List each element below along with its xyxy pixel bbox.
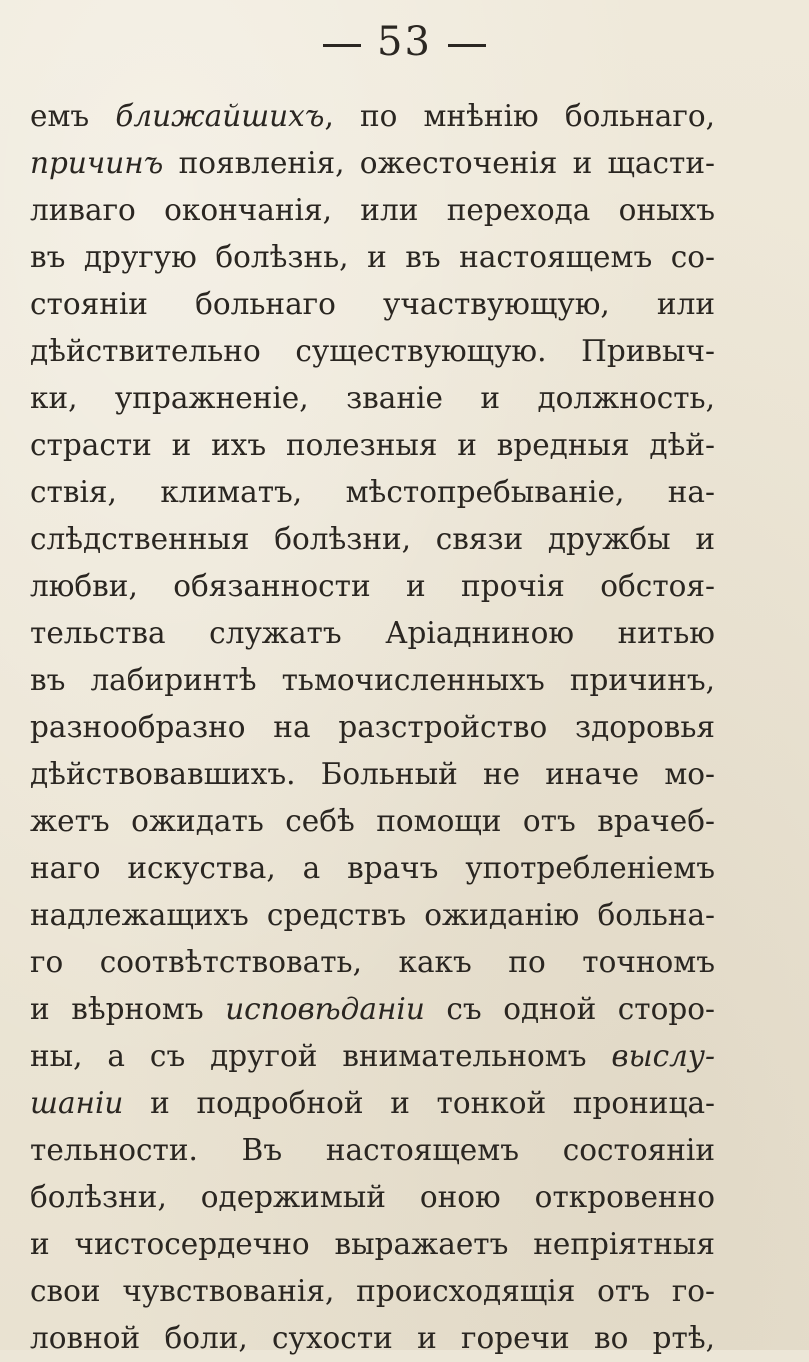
page-number: 53 [377, 19, 432, 65]
text-segment: ны, а съ другой внимательномъ [30, 1039, 612, 1073]
text-segment: ловной боли, сухости и горечи во ртѣ, [30, 1321, 715, 1355]
text-segment: любви, обязанности и прочія обстоя- [30, 569, 715, 603]
text-line [30, 234, 715, 281]
text-segment: жетъ ожидать себѣ помощи отъ врачеб- [30, 804, 715, 838]
text-line [30, 93, 715, 140]
text-segment: въ другую болѣзнь, и въ настоящемъ со- [30, 240, 715, 274]
text-line [30, 986, 715, 1033]
text-line [30, 657, 715, 704]
text-line [30, 281, 715, 328]
text-line [30, 516, 715, 563]
text-segment: появленія, ожесточенія и щасти- [163, 146, 715, 180]
text-segment: разнообразно на разстройство здоровья [30, 710, 715, 744]
text-segment: и чистосердечно выражаетъ непріятныя [30, 1227, 715, 1261]
text-segment: ливаго окончанія, или перехода оныхъ [30, 193, 715, 227]
text-line [30, 1033, 715, 1080]
text-segment: и вѣрномъ [30, 992, 226, 1026]
text-line [30, 892, 715, 939]
text-line [30, 798, 715, 845]
text-line [30, 422, 715, 469]
text-segment: стояніи больнаго участвующую, или [30, 287, 715, 321]
italic-term: причинъ [30, 146, 164, 180]
text-segment: ки, упражненіе, званіе и должность, [30, 381, 715, 415]
header-dash-left [323, 44, 361, 47]
italic-term: выслу- [611, 1039, 715, 1073]
text-line [30, 140, 715, 187]
body-text [30, 93, 715, 1362]
text-line [30, 751, 715, 798]
text-segment: ствія, климатъ, мѣстопребываніе, на- [30, 475, 715, 509]
text-segment: и подробной и тонкой проница- [123, 1086, 715, 1120]
text-line [30, 187, 715, 234]
text-segment: , по мнѣнію больнаго, [324, 99, 715, 133]
header-dash-right [448, 44, 486, 47]
text-segment: емъ [30, 99, 116, 133]
text-segment: наго искуства, а врачъ употребленіемъ [30, 851, 715, 885]
text-segment: надлежащихъ средствъ ожиданію больна- [30, 898, 715, 932]
text-line [30, 1268, 715, 1315]
text-segment: дѣйствовавшихъ. Больный не иначе мо- [30, 757, 715, 791]
italic-term: шаніи [30, 1086, 124, 1120]
text-line [30, 328, 715, 375]
text-line [30, 375, 715, 422]
text-line [30, 845, 715, 892]
text-segment: съ одной сторо- [424, 992, 715, 1026]
text-line [30, 1127, 715, 1174]
text-segment: дѣйствительно существующую. Привыч- [30, 334, 715, 368]
text-segment: свои чувствованія, происходящія отъ го- [30, 1274, 715, 1308]
text-segment: въ лабиринтѣ тьмочисленныхъ причинъ, [30, 663, 715, 697]
text-line [30, 563, 715, 610]
text-segment: страсти и ихъ полезныя и вредныя дѣй- [30, 428, 715, 462]
text-line [30, 469, 715, 516]
text-line [30, 939, 715, 986]
italic-term: исповѣданіи [225, 992, 425, 1026]
text-segment: тельства служатъ Аріадниною нитью [30, 616, 715, 650]
text-line [30, 1315, 715, 1362]
text-segment: болѣзни, одержимый оною откровенно [30, 1180, 715, 1214]
text-line [30, 1080, 715, 1127]
text-segment: слѣдственныя болѣзни, связи дружбы и [30, 522, 715, 556]
text-line [30, 704, 715, 751]
text-line [30, 610, 715, 657]
text-line [30, 1221, 715, 1268]
page-header [0, 19, 809, 65]
text-segment: го соотвѣтствовать, какъ по точномъ [30, 945, 715, 979]
text-segment: тельности. Въ настоящемъ состояніи [30, 1133, 715, 1167]
text-line [30, 1174, 715, 1221]
italic-term: ближайшихъ [115, 99, 325, 133]
